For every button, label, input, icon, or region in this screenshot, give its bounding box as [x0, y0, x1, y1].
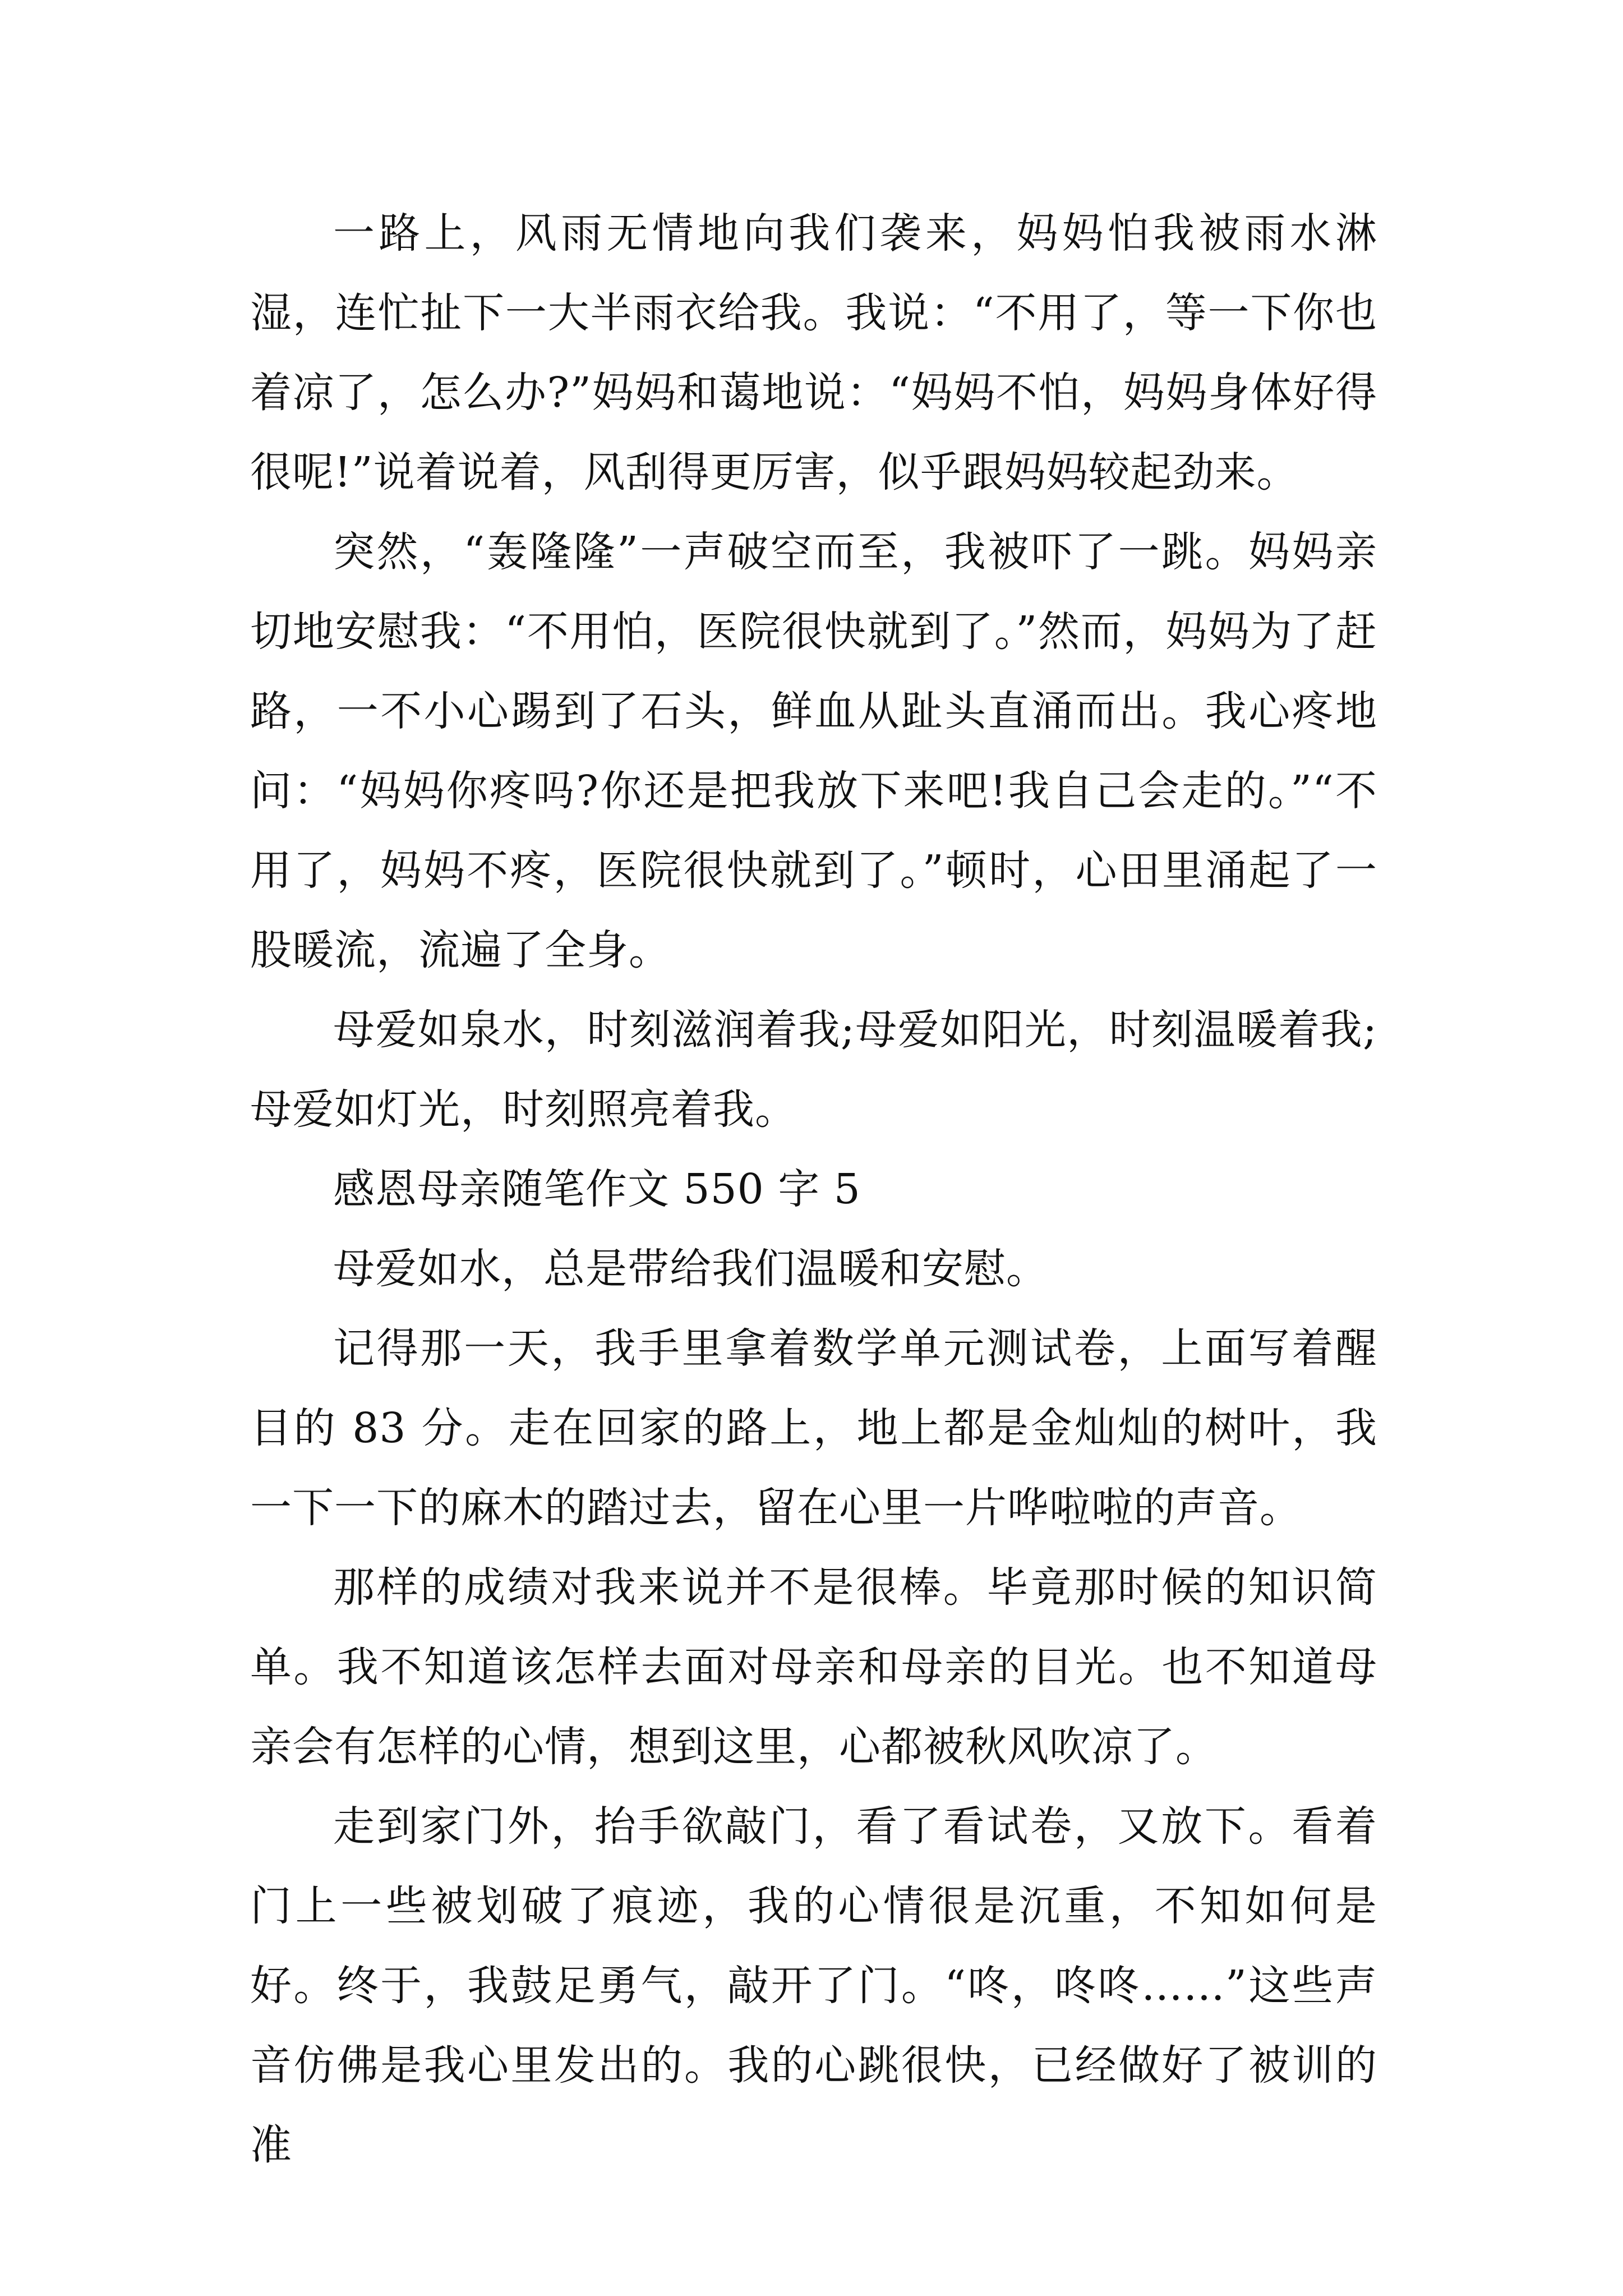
- paragraph-1: 一路上，风雨无情地向我们袭来，妈妈怕我被雨水淋湿，连忙扯下一大半雨衣给我。我说：“不用了，等一下你也着凉了，怎么办?”妈妈和蔼地说：“妈妈不怕，妈妈身体好得很呢!”说着说着，风刮得更厉害，似乎跟妈妈较起劲来。: [250, 209, 1377, 496]
- section-heading: 感恩母亲随笔作文 550 字 5: [333, 1165, 861, 1213]
- paragraph-5: 母爱如水，总是带给我们温暖和安慰。: [333, 1245, 1048, 1293]
- paragraph-2: 突然，“轰隆隆”一声破空而至，我被吓了一跳。妈妈亲切地安慰我：“不用怕，医院很快就到了。”然而，妈妈为了赶路，一不小心踢到了石头，鲜血从趾头直涌而出。我心疼地问：“妈妈你疼吗?你还是把我放下来吧!我自己会走的。”“不用了，妈妈不疼，医院很快就到了。”顿时，心田里涌起了一股暖流，流遍了全身。: [250, 528, 1377, 974]
- paragraph-6: 记得那一天，我手里拿着数学单元测试卷，上面写着醒目的 83 分。走在回家的路上，地上都是金灿灿的树叶，我一下一下的麻木的踏过去，留在心里一片哗啦啦的声音。: [250, 1324, 1377, 1532]
- document-body: [250, 194, 1377, 2185]
- paragraph-3: 母爱如泉水，时刻滋润着我;母爱如阳光，时刻温暖着我;母爱如灯光，时刻照亮着我。: [250, 1006, 1377, 1134]
- paragraph-8: 走到家门外，抬手欲敲门，看了看试卷，又放下。看着门上一些被划破了痕迹，我的心情很是沉重，不知如何是好。终于，我鼓足勇气，敲开了门。“咚，咚咚……”这些声音仿佛是我心里发出的。我的心跳很快，已经做好了被训的准: [250, 1802, 1377, 2169]
- paragraph-7: 那样的成绩对我来说并不是很棒。毕竟那时候的知识简单。我不知道该怎样去面对母亲和母亲的目光。也不知道母亲会有怎样的心情，想到这里，心都被秋风吹凉了。: [250, 1563, 1377, 1771]
